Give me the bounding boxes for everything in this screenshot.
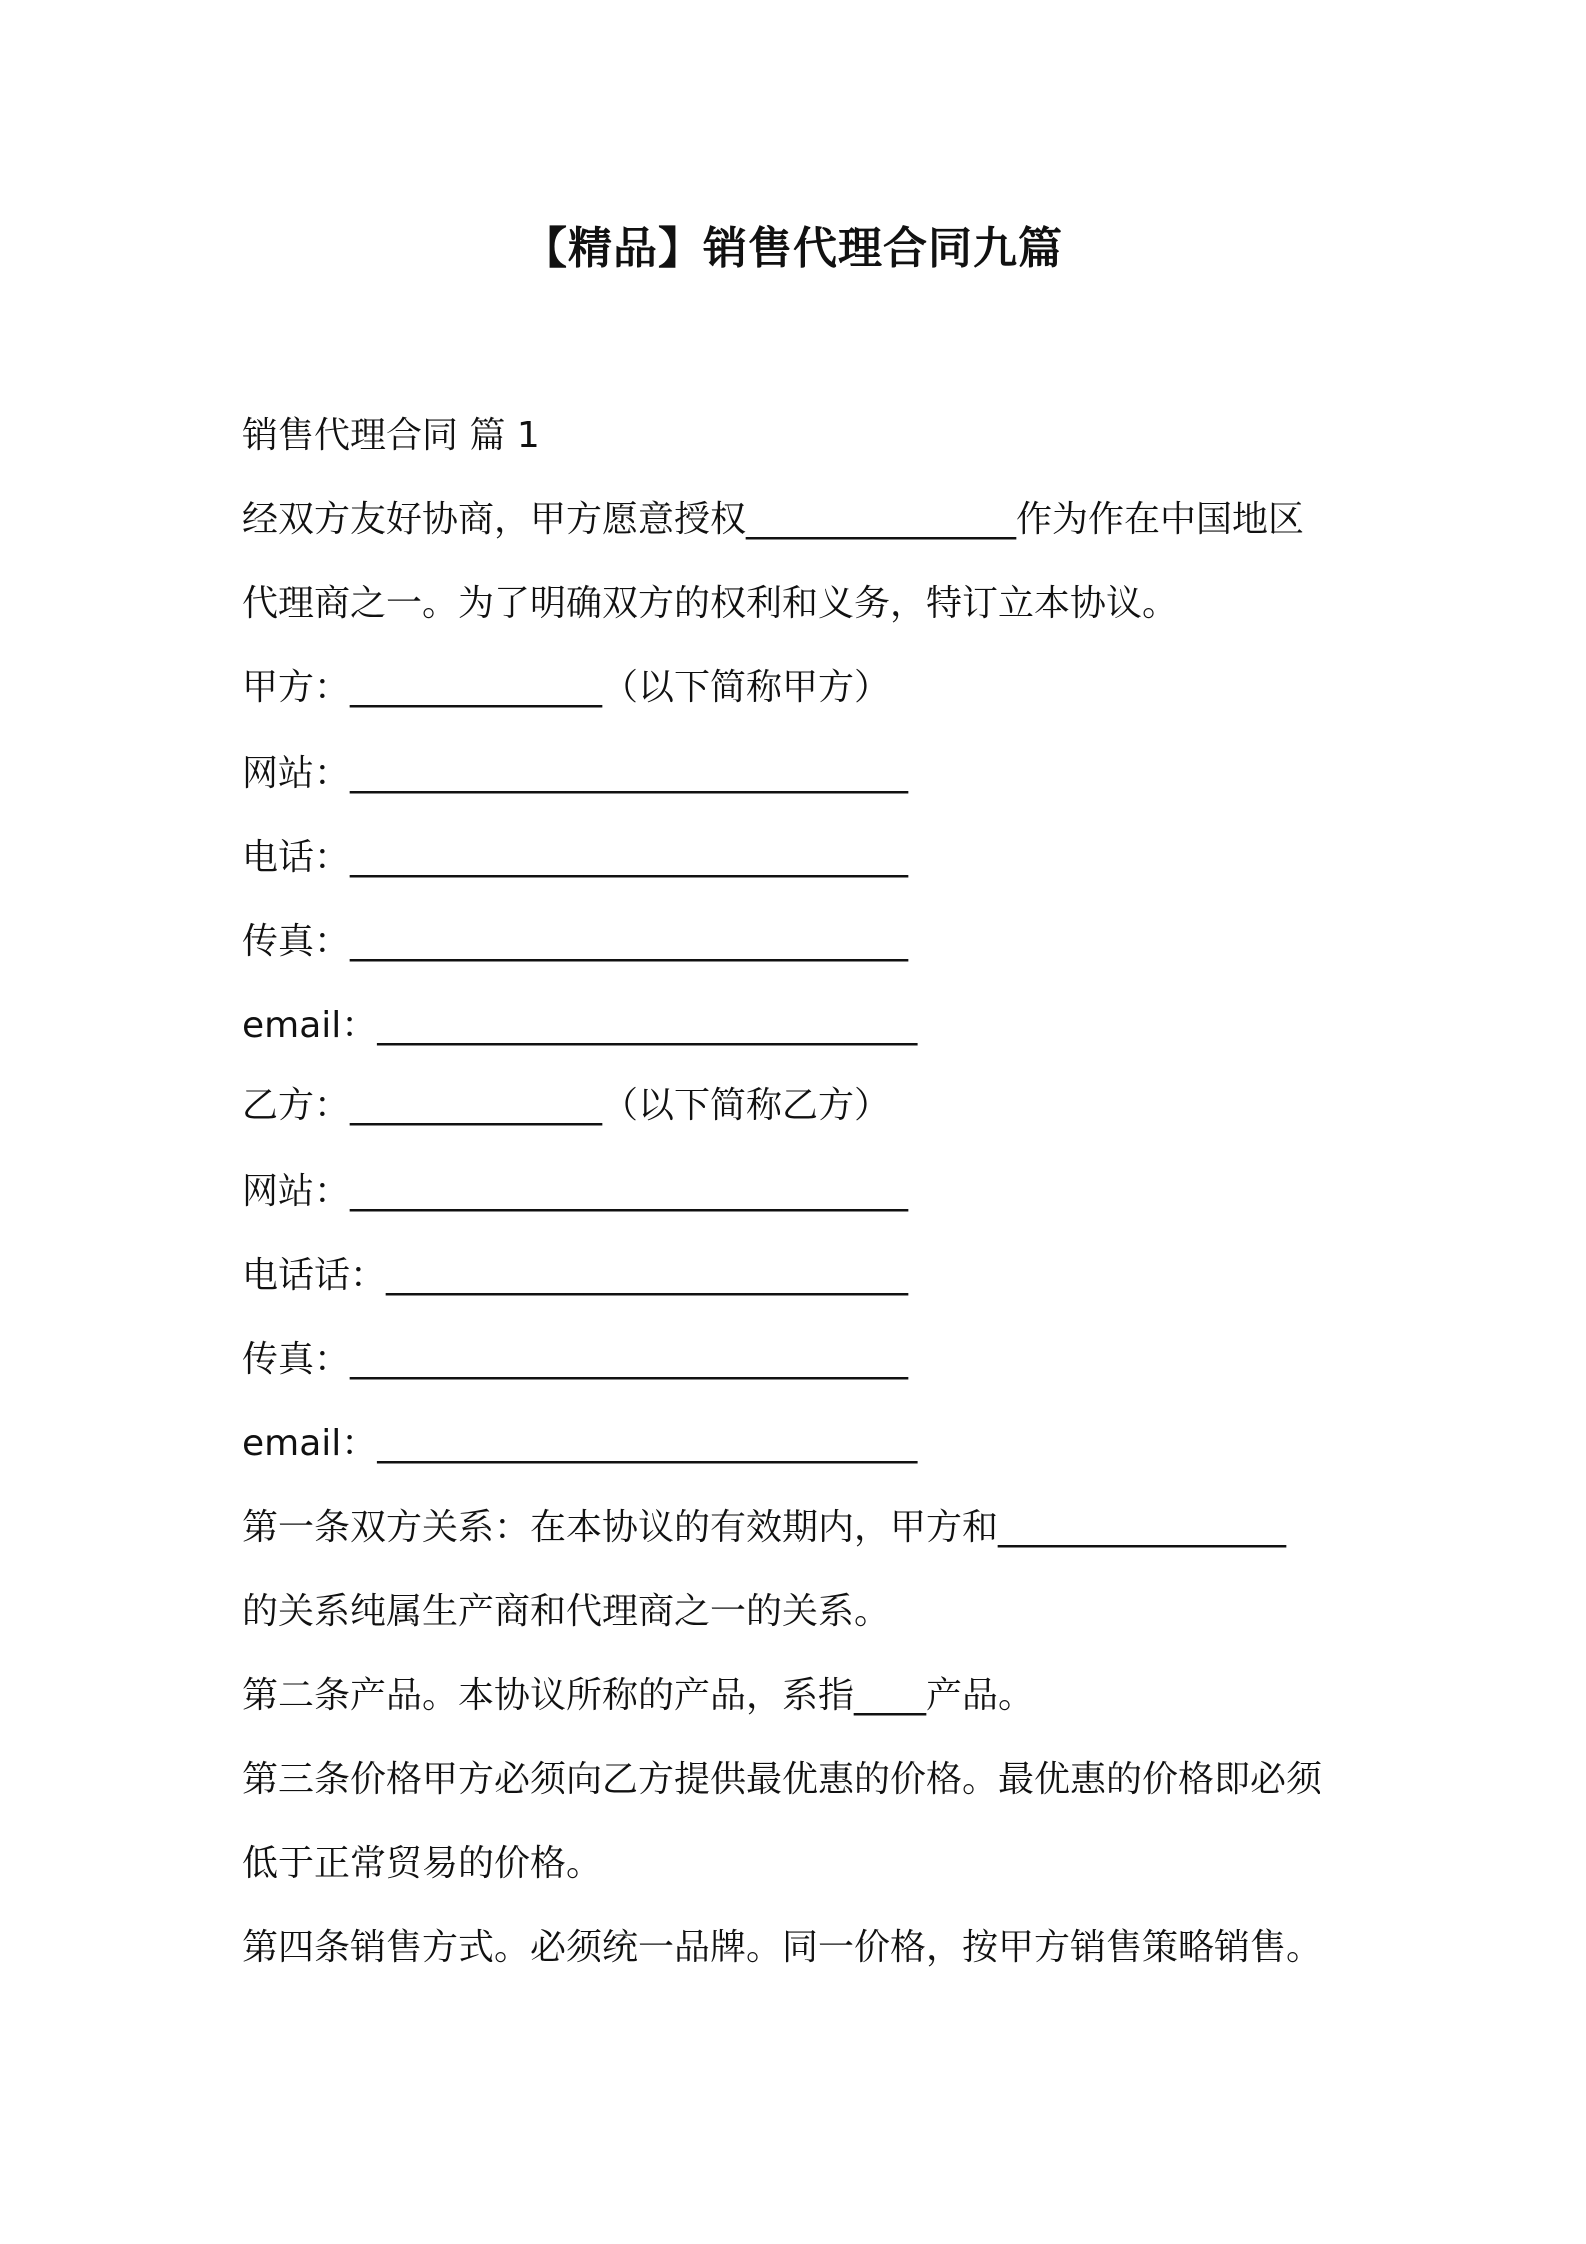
article-2-line: 第二条产品。本协议所称的产品，系指____产品。 <box>242 1675 1035 1716</box>
party-b-email-field: email：______________________________ <box>242 1423 918 1464</box>
party-b-line: 乙方：______________（以下简称乙方） <box>242 1085 891 1126</box>
article-1-line: 第一条双方关系：在本协议的有效期内，甲方和________________ <box>242 1507 1287 1548</box>
paragraph-line: 代理商之一。为了明确双方的权利和义务，特订立本协议。 <box>242 583 1179 624</box>
party-b-phone-field: 电话话：_____________________________ <box>242 1255 909 1296</box>
paragraph-line: 经双方友好协商，甲方愿意授权_______________作为作在中国地区 <box>242 499 1305 540</box>
party-a-website-field: 网站：_______________________________ <box>242 753 909 794</box>
section-heading: 销售代理合同 篇 1 <box>242 415 540 456</box>
article-3-continuation: 低于正常贸易的价格。 <box>242 1843 603 1884</box>
article-1-continuation: 的关系纯属生产商和代理商之一的关系。 <box>242 1591 891 1632</box>
article-3-line: 第三条价格甲方必须向乙方提供最优惠的价格。最优惠的价格即必须 <box>242 1759 1323 1800</box>
party-a-phone-field: 电话：_______________________________ <box>242 837 909 878</box>
party-b-fax-field: 传真：_______________________________ <box>242 1339 909 1380</box>
document-title: 【精品】销售代理合同九篇 <box>523 223 1063 274</box>
article-4-line: 第四条销售方式。必须统一品牌。同一价格，按甲方销售策略销售。 <box>242 1927 1323 1968</box>
party-a-email-field: email：______________________________ <box>242 1005 918 1046</box>
party-a-fax-field: 传真：_______________________________ <box>242 921 909 962</box>
party-b-website-field: 网站：_______________________________ <box>242 1171 909 1212</box>
party-a-line: 甲方：______________（以下简称甲方） <box>242 667 891 708</box>
